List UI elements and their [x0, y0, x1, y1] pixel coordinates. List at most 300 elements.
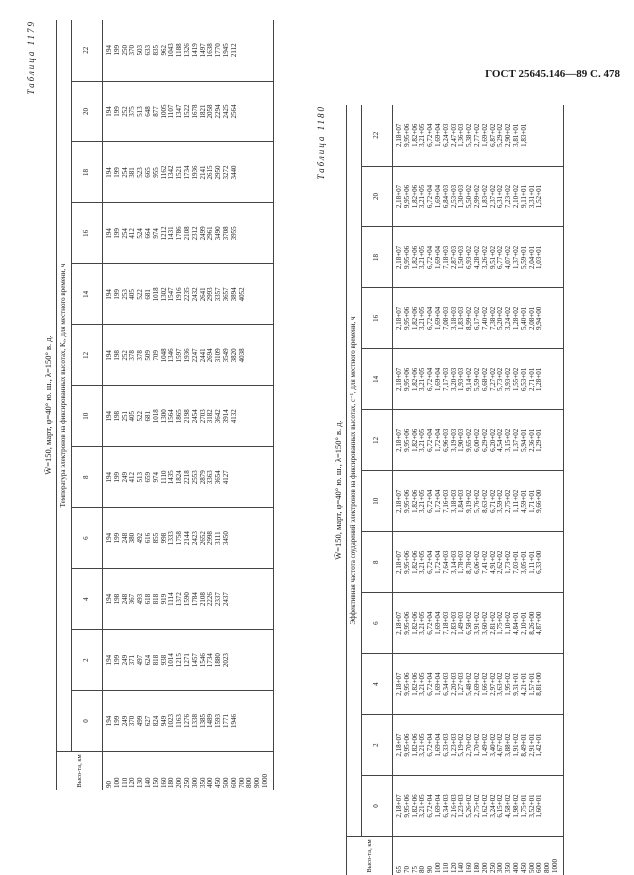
table-cell: 199	[112, 106, 121, 117]
table-cell: 627	[143, 715, 152, 727]
table-subtitle: Температура электронов на фиксированных высотах, Kₑ, для местного времени, ч	[57, 20, 72, 752]
table-cell: 4127	[221, 470, 230, 485]
table-cell: 6,06+02	[472, 550, 481, 574]
table-cell: 9,19+02	[465, 489, 474, 513]
table-cell: 2,69+02	[472, 672, 481, 696]
table-cell: 2,53+03	[449, 184, 458, 209]
table-cell: 6,29+02	[480, 428, 489, 452]
table-cell: 6,72+04	[426, 428, 435, 452]
table-cell: 3,21+05	[418, 428, 427, 452]
table-cell: 2,18+07	[395, 428, 403, 452]
table-cell: 3,21+05	[418, 245, 427, 270]
table-cell: 9,51+02	[488, 245, 497, 270]
table-cell: 5,73+02	[496, 367, 505, 391]
height-value: 150	[151, 777, 160, 788]
table-cell: 248	[120, 532, 129, 544]
column-header: 18	[362, 227, 393, 288]
height-value: 400	[206, 777, 215, 788]
table-cell: 6,72+04	[426, 794, 435, 818]
height-value: 200	[480, 862, 489, 873]
table-cell: 7,18+03	[441, 611, 450, 635]
table-cell: 2141	[198, 165, 207, 180]
table-cell: 1,82+06	[410, 611, 419, 635]
table-cell: 2,08+01	[527, 306, 536, 330]
table-cell: 1107	[167, 104, 176, 119]
table-cell: 2,75+02	[472, 794, 481, 818]
table-1180	[316, 105, 564, 875]
height-value: 120	[128, 777, 137, 788]
table-cell: 9,95+06	[402, 733, 411, 757]
table-cell: 1597	[175, 348, 184, 363]
height-value: 180	[167, 777, 176, 788]
data-column	[393, 654, 564, 715]
table-cell: 1,69+04	[433, 733, 442, 757]
table-cell: 3182	[206, 409, 215, 424]
table-cell: 8,81+00	[535, 672, 544, 696]
table-cell: 633	[143, 45, 152, 56]
height-value: 600	[535, 862, 544, 873]
table-cell: 1734	[206, 653, 215, 668]
height-value: 450	[519, 862, 528, 873]
height-value: 100	[112, 777, 121, 788]
table-cell: 3,21+05	[418, 367, 427, 391]
table-cell: 1,49+03	[457, 611, 466, 635]
table-cell: 4,28+02	[472, 245, 481, 270]
data-column	[103, 447, 274, 508]
table-cell: 5,40+01	[519, 306, 528, 330]
table-subtitle: Эффективная частота соударений электронов на фиксированных высотах, с⁻¹, для местного времени, ч	[347, 105, 362, 837]
table-cell: 378	[136, 350, 145, 361]
table-cell: 2564	[229, 104, 238, 119]
data-column	[393, 166, 564, 227]
table-cell: 9,95+06	[402, 611, 411, 635]
table-cell: 2641	[198, 287, 207, 302]
table-cell: 2,18+07	[395, 245, 403, 270]
table-cell: 2,18+07	[395, 123, 403, 147]
table-cell: 199	[112, 289, 121, 300]
table-cell: 378	[128, 350, 137, 361]
table-cell: 6,15+02	[496, 794, 505, 818]
table-cell: 7,17+03	[441, 367, 450, 391]
table-cell: 5,76+02	[472, 489, 481, 513]
table-cell: 6,33+00	[535, 550, 544, 574]
table-cell: 2108	[198, 592, 207, 607]
table-number: Таблица 1179	[26, 20, 36, 95]
height-value: 800	[245, 777, 254, 788]
table-cell: 7,16+03	[441, 489, 450, 513]
table-cell: 2337	[214, 592, 223, 607]
data-column	[393, 715, 564, 776]
table-cell: 681	[143, 289, 152, 300]
table-cell: 1,93+03	[457, 367, 466, 391]
table-cell: 3,14+03	[449, 550, 458, 574]
table-cell: 1018	[151, 409, 160, 424]
table-cell: 4,84+01	[511, 611, 520, 635]
column-header: 14	[72, 264, 103, 325]
table-cell: 3,21+05	[418, 123, 427, 147]
table-cell: 1,82+06	[410, 733, 419, 757]
table-cell: 949	[159, 715, 168, 727]
table-cell: 3,52+01	[527, 794, 536, 818]
table-cell: 3,18+03	[449, 306, 458, 330]
table-cell: 2,99+02	[472, 184, 481, 209]
column-header: 10	[362, 471, 393, 532]
table-cell: 2226	[206, 592, 215, 607]
table-cell: 824	[151, 715, 160, 727]
table-cell: 1110	[159, 470, 168, 484]
table-cell: 1734	[182, 165, 191, 180]
table-cell: 522	[136, 411, 145, 422]
table-cell: 5,29+02	[496, 123, 505, 147]
table-cell: 1,69+04	[433, 123, 442, 147]
table-cell: 1457	[190, 653, 199, 668]
table-cell: 254	[120, 228, 129, 239]
table-cell: 1,73+02	[504, 550, 513, 574]
height-value: 180	[472, 862, 481, 873]
table-cell: 9,95+06	[402, 367, 411, 391]
table-cell: 8,26+00	[527, 611, 536, 635]
table-cell: 9,95+06	[402, 550, 411, 574]
table-cell: 1,72+04	[433, 428, 442, 452]
table-cell: 6,72+04	[426, 611, 435, 635]
data-column	[103, 20, 274, 81]
table-cell: 199	[112, 45, 121, 56]
table-cell: 2,18+07	[395, 611, 403, 635]
table-cell: 9,95+06	[402, 306, 411, 330]
height-value: 80	[418, 866, 427, 873]
height-value: 65	[395, 866, 403, 873]
table-cell: 3,21+05	[418, 611, 427, 635]
table-cell: 5,50+02	[465, 184, 474, 209]
column-header: 18	[72, 142, 103, 203]
table-cell: 2,18+07	[395, 489, 403, 513]
table-cell: 1,42+01	[535, 733, 544, 757]
table-cell: 5,26+02	[465, 794, 474, 818]
table-cell: 1,23+03	[457, 794, 466, 818]
column-header: 16	[72, 203, 103, 264]
table-cell: 2652	[198, 531, 207, 546]
table-cell: 1023	[167, 714, 176, 729]
table-cell: 6,58+02	[465, 611, 474, 635]
height-value: 400	[511, 862, 520, 873]
column-header: 12	[72, 325, 103, 386]
table-cell: 2441	[198, 348, 207, 363]
table-cell: 6,72+04	[426, 184, 435, 209]
data-column	[103, 142, 274, 203]
table-cell: 5,94+01	[519, 428, 528, 452]
table-cell: 1865	[175, 409, 184, 424]
height-value: 110	[120, 777, 129, 788]
table-cell: 2454	[190, 409, 199, 424]
table-cell: 7,40+02	[480, 306, 489, 330]
table-cell: 1435	[167, 470, 176, 485]
table-cell: 1385	[198, 714, 207, 729]
table-cell: 1018	[151, 287, 160, 302]
height-value: 100	[433, 862, 442, 873]
column-header: 6	[72, 508, 103, 569]
table-number: Таблица 1180	[316, 105, 326, 180]
table-cell: 3363	[206, 470, 215, 485]
table-cell: 2,62+02	[496, 550, 505, 574]
table-cell: 1,49+02	[480, 733, 489, 757]
table-cell: 2,18+07	[395, 184, 403, 209]
height-value: 700	[237, 777, 246, 788]
table-cell: 1916	[175, 287, 184, 302]
height-header: Высо-та, км	[57, 752, 103, 791]
table-cell: 1936	[190, 165, 199, 180]
table-cell: 254	[120, 167, 129, 178]
table-cell: 877	[151, 106, 160, 117]
table-cell: 2,20+03	[449, 672, 458, 696]
table-cell: 1,36+03	[457, 123, 466, 147]
table-cell: 616	[143, 532, 152, 544]
table-cell: 2615	[206, 165, 215, 180]
column-header: 22	[362, 105, 393, 166]
table-cell: 2961	[206, 226, 215, 241]
table-cell: 818	[151, 593, 160, 605]
table-cell: 1326	[182, 43, 191, 58]
table-cell: 3357	[214, 287, 223, 302]
table-cell: 3111	[214, 531, 223, 545]
table-cell: 2,18+07	[395, 794, 403, 818]
table-cell: 2,18+07	[395, 550, 403, 574]
table-cell: 1338	[190, 714, 199, 729]
table-cell: 6,72+04	[426, 306, 435, 330]
table-cell: 1,75+02	[496, 611, 505, 635]
table-cell: 1431	[167, 226, 176, 241]
table-cell: 1300	[159, 409, 168, 424]
table-cell: 938	[159, 654, 168, 666]
table-cell: 1,69+04	[433, 367, 442, 391]
table-cell: 1,83+02	[480, 184, 489, 209]
table-cell: 370	[128, 45, 137, 56]
table-cell: 1215	[175, 653, 184, 668]
table-cell: 198	[112, 411, 121, 422]
table-cell: 2,18+07	[395, 672, 403, 696]
table-cell: 2,81+02	[488, 611, 497, 635]
table-cell: 1,10+02	[504, 611, 513, 635]
column-header: 14	[362, 349, 393, 410]
column-header: 22	[72, 20, 103, 81]
table-cell: 998	[159, 532, 168, 544]
table-cell: 1,69+04	[433, 184, 442, 209]
table-cell: 2,90+02	[504, 123, 513, 147]
column-header: 4	[72, 569, 103, 630]
table-cell: 1043	[167, 43, 176, 58]
height-value: 900	[253, 777, 262, 788]
height-value: 160	[159, 777, 168, 788]
data-column	[103, 508, 274, 569]
table-cell: 7,08+03	[441, 306, 450, 330]
table-cell: 1,95+02	[504, 672, 513, 696]
table-cell: 1,82+06	[410, 123, 419, 147]
height-value: 110	[441, 862, 450, 873]
table-cell: 3549	[221, 348, 230, 363]
table-cell: 194	[105, 411, 113, 422]
height-value: 300	[190, 777, 199, 788]
table-cell: 194	[105, 289, 113, 300]
table-cell: 4,91+02	[488, 550, 497, 574]
table-cell: 9,95+06	[402, 123, 411, 147]
table-cell: 1271	[182, 653, 191, 668]
height-value: 140	[143, 777, 152, 788]
table-cell: 962	[159, 45, 168, 56]
table-cell: 3642	[214, 409, 223, 424]
height-value: 90	[105, 781, 113, 788]
table-cell: 1,30+03	[457, 184, 466, 209]
table-cell: 3,05+01	[519, 550, 528, 574]
table-cell: 1,72+04	[433, 550, 442, 574]
table-cell: 1,69+04	[433, 611, 442, 635]
table-cell: 3272	[221, 165, 230, 180]
table-cell: 2108	[182, 226, 191, 241]
table-cell: 1,11+02	[511, 489, 520, 513]
table-cell: 493	[136, 593, 145, 605]
table-cell: 1638	[206, 43, 215, 58]
table-cell: 2312	[190, 226, 199, 241]
table-cell: 6,72+04	[426, 489, 435, 513]
table-cell: 6,77+02	[496, 245, 505, 270]
table-cell: 2703	[198, 409, 207, 424]
table-cell: 3,21+05	[418, 733, 427, 757]
table-cell: 7,38+02	[488, 306, 497, 330]
table-cell: 509	[143, 350, 152, 361]
table-cell: 199	[112, 228, 121, 239]
table-cell: 2058	[206, 104, 215, 119]
table-cell: 3894	[229, 287, 238, 302]
table-cell: 199	[112, 471, 121, 483]
table-cell: 3,20+03	[449, 367, 458, 391]
height-value: 250	[182, 777, 191, 788]
table-cell: 1333	[167, 531, 176, 546]
table-cell: 2,83+03	[449, 611, 458, 635]
table-cell: 249	[120, 471, 129, 483]
column-header: 2	[72, 630, 103, 691]
table-cell: 9,31+01	[511, 672, 520, 696]
table-cell: 2,37+02	[488, 184, 497, 209]
table-cell: 3,91+02	[472, 611, 481, 635]
table-cell: 3,31+01	[527, 184, 536, 209]
table-cell: 3,21+05	[418, 489, 427, 513]
table-cell: 1945	[221, 43, 230, 58]
table-cell: 2,71+01	[527, 367, 536, 391]
column-header: 20	[72, 81, 103, 142]
table-cell: 1,50+03	[457, 245, 466, 270]
table-cell: 1048	[159, 348, 168, 363]
table-cell: 1,82+06	[410, 489, 419, 513]
table-cell: 3820	[229, 348, 238, 363]
table-cell: 3,21+05	[418, 306, 427, 330]
table-cell: 513	[136, 106, 145, 117]
table-cell: 371	[128, 654, 137, 666]
table-cell: 2,47+03	[449, 123, 458, 147]
table-cell: 6,87+02	[488, 123, 497, 147]
table-cell: 1593	[214, 714, 223, 729]
table-cell: 1,72+04	[433, 489, 442, 513]
table-cell: 3,63+02	[496, 672, 505, 696]
table-cell: 370	[128, 715, 137, 727]
table-cell: 1546	[198, 653, 207, 668]
table-cell: 7,23+02	[504, 184, 513, 209]
table-cell: 6,72+04	[426, 245, 435, 270]
table-cell: 9,14+02	[465, 367, 474, 391]
table-cell: 2950	[214, 165, 223, 180]
table-cell: 1163	[175, 714, 184, 728]
table-cell: 2,18+07	[395, 306, 403, 330]
table-cell: 1,69+02	[480, 123, 489, 147]
table-cell: 3,21+05	[418, 550, 427, 574]
table-cell: 1758	[175, 531, 184, 546]
table-cell: 855	[151, 532, 160, 544]
height-header: Высо-та, км	[347, 837, 393, 875]
table-cell: 1,29+01	[535, 428, 544, 452]
table-cell: 198	[112, 350, 121, 361]
table-cell: 1,37+02	[511, 245, 520, 270]
table-cell: 665	[143, 167, 152, 178]
height-value: 1000	[260, 774, 269, 788]
table-cell: 1,71+01	[527, 489, 536, 513]
table-cell: 252	[120, 350, 129, 361]
table-cell: 1342	[167, 165, 176, 180]
table-cell: 974	[151, 471, 160, 483]
table-cell: 1302	[159, 287, 168, 302]
table-cell: 1,11+01	[527, 550, 536, 574]
table-cell: 6,84+03	[441, 184, 450, 209]
column-header: 10	[72, 386, 103, 447]
table-cell: 1936	[182, 348, 191, 363]
table-cell: 5,38+02	[465, 123, 474, 147]
table-cell: 198	[112, 593, 121, 605]
table-cell: 8,63+02	[480, 489, 489, 513]
table-cell: 6,72+04	[426, 672, 435, 696]
data-column	[393, 532, 564, 593]
data-column	[103, 81, 274, 142]
page-header: ГОСТ 25645.146—89 С. 478	[485, 68, 620, 80]
table-cell: 5,48+02	[465, 672, 474, 696]
table-cell: 1276	[182, 714, 191, 729]
table-cell: 2,18+07	[395, 733, 403, 757]
table-cell: 3,18+03	[449, 489, 458, 513]
table-cell: 4132	[229, 409, 238, 424]
height-value: 300	[496, 862, 505, 873]
table-cell: 919	[159, 593, 168, 605]
table-cell: 2112	[229, 43, 238, 58]
table-cell: 9,65+02	[465, 428, 474, 452]
data-column	[393, 288, 564, 349]
table-cell: 4052	[237, 287, 246, 302]
table-cell: 8,49+01	[519, 733, 528, 757]
table-cell: 2294	[214, 104, 223, 119]
table-cell: 1880	[214, 653, 223, 668]
table-cell: 2,77+02	[472, 123, 481, 147]
height-value: 350	[198, 777, 207, 788]
table-cell: 1,69+04	[433, 306, 442, 330]
table-cell: 1678	[190, 104, 199, 119]
table-cell: 664	[143, 228, 152, 239]
height-value: 500	[527, 862, 536, 873]
table-cell: 2553	[190, 470, 199, 485]
table-cell: 7,64+03	[441, 550, 450, 574]
data-column	[393, 776, 564, 837]
table-cell: 1,75+01	[519, 794, 528, 818]
height-value: 200	[175, 777, 184, 788]
table-cell: 3,21+05	[418, 672, 427, 696]
table-cell: 6,31+02	[496, 184, 505, 209]
table-cell: 3,21+05	[418, 794, 427, 818]
table-cell: 1547	[167, 287, 176, 302]
table-cell: 1,91+02	[511, 733, 520, 757]
height-value: 450	[214, 777, 223, 788]
